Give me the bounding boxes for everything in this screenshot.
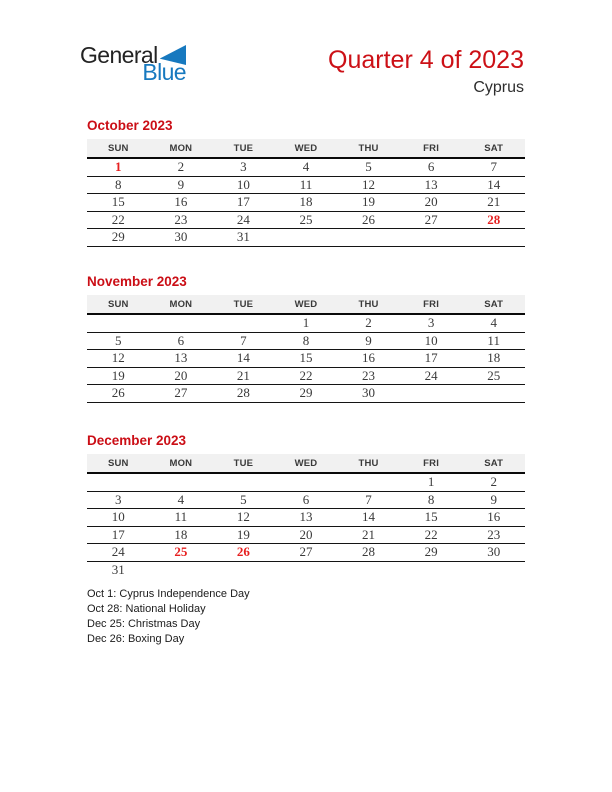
day-cell: 29 (275, 385, 338, 403)
day-cell: 30 (462, 544, 525, 562)
week-row (87, 561, 525, 578)
weekday-header-cell: THU (337, 295, 400, 314)
month-calendar-table (87, 454, 525, 578)
day-cell: 14 (337, 509, 400, 527)
weekday-header-cell: MON (150, 295, 213, 314)
month-title: November 2023 (87, 274, 187, 289)
day-cell: 15 (400, 509, 463, 527)
day-cell: 19 (212, 526, 275, 544)
day-cell: 19 (337, 194, 400, 212)
empty-day-cell (400, 229, 463, 247)
logo-word-general: General (80, 42, 158, 68)
week-row (87, 367, 525, 385)
empty-day-cell (87, 314, 150, 332)
weekday-header-cell: SUN (87, 139, 150, 158)
day-cell: 18 (275, 194, 338, 212)
day-cell: 20 (400, 194, 463, 212)
day-cell: 12 (212, 509, 275, 527)
day-cell: 26 (87, 385, 150, 403)
empty-day-cell (275, 229, 338, 247)
day-cell: 30 (150, 229, 213, 247)
week-row (87, 314, 525, 332)
weekday-header-cell: MON (150, 139, 213, 158)
holiday-notes (87, 587, 250, 647)
week-row (87, 211, 525, 229)
day-cell: 27 (400, 211, 463, 229)
day-cell: 14 (212, 350, 275, 368)
day-cell: 29 (87, 229, 150, 247)
day-cell: 16 (150, 194, 213, 212)
empty-day-cell (150, 473, 213, 491)
day-cell: 8 (400, 491, 463, 509)
day-cell: 21 (337, 526, 400, 544)
day-cell: 19 (87, 367, 150, 385)
weekday-header-cell: SUN (87, 454, 150, 473)
day-cell: 3 (212, 158, 275, 176)
day-cell: 4 (275, 158, 338, 176)
day-cell: 3 (87, 491, 150, 509)
holiday-note: Dec 26: Boxing Day (87, 633, 185, 645)
day-cell: 15 (275, 350, 338, 368)
day-cell: 21 (462, 194, 525, 212)
empty-day-cell (400, 385, 463, 403)
holiday-note: Oct 1: Cyprus Independence Day (87, 588, 250, 600)
day-cell: 20 (275, 526, 338, 544)
week-row (87, 350, 525, 368)
day-cell: 24 (87, 544, 150, 562)
day-cell: 7 (462, 158, 525, 176)
day-cell: 9 (150, 176, 213, 194)
weekday-header-row (87, 139, 525, 158)
day-cell: 18 (150, 526, 213, 544)
weekday-header-cell: FRI (400, 454, 463, 473)
day-cell: 25 (150, 544, 213, 562)
weekday-header-row (87, 454, 525, 473)
day-cell: 8 (275, 332, 338, 350)
day-cell: 4 (462, 314, 525, 332)
day-cell: 24 (212, 211, 275, 229)
weekday-header-cell: THU (337, 139, 400, 158)
general-blue-logo (80, 44, 186, 84)
weekday-header-cell: SAT (462, 139, 525, 158)
day-cell: 10 (400, 332, 463, 350)
empty-day-cell (212, 314, 275, 332)
weekday-header-cell: TUE (212, 295, 275, 314)
month-section-october (87, 118, 525, 247)
day-cell: 11 (150, 509, 213, 527)
day-cell: 6 (400, 158, 463, 176)
day-cell: 16 (462, 509, 525, 527)
day-cell: 15 (87, 194, 150, 212)
day-cell: 9 (462, 491, 525, 509)
day-cell: 31 (111, 561, 125, 577)
month-section-december (87, 433, 525, 578)
title-block (328, 47, 524, 97)
week-row (87, 176, 525, 194)
logo-word-blue: Blue (142, 59, 186, 85)
week-row (87, 194, 525, 212)
day-cell: 30 (337, 385, 400, 403)
week-row (87, 544, 525, 562)
day-cell: 7 (212, 332, 275, 350)
day-cell: 31 (212, 229, 275, 247)
day-cell: 27 (150, 385, 213, 403)
day-cell: 1 (400, 473, 463, 491)
weekday-header-cell: FRI (400, 139, 463, 158)
weekday-header-cell: WED (275, 139, 338, 158)
week-row (87, 473, 525, 491)
day-cell: 24 (400, 367, 463, 385)
day-cell: 13 (150, 350, 213, 368)
day-cell: 13 (275, 509, 338, 527)
empty-day-cell (462, 561, 525, 578)
empty-day-cell (337, 229, 400, 247)
empty-day-cell (462, 385, 525, 403)
weekday-header-cell: MON (150, 454, 213, 473)
day-cell: 12 (337, 176, 400, 194)
day-cell: 11 (462, 332, 525, 350)
weekday-header-cell: WED (275, 295, 338, 314)
day-cell: 22 (87, 211, 150, 229)
day-cell: 23 (462, 526, 525, 544)
day-cell: 1 (87, 158, 150, 176)
weekday-header-cell: TUE (212, 454, 275, 473)
day-cell: 23 (337, 367, 400, 385)
day-cell: 13 (400, 176, 463, 194)
empty-day-cell (87, 473, 150, 491)
day-cell: 26 (212, 544, 275, 562)
day-cell: 16 (337, 350, 400, 368)
week-row (87, 229, 525, 247)
day-cell: 28 (212, 385, 275, 403)
empty-day-cell (212, 561, 275, 578)
day-cell: 23 (150, 211, 213, 229)
day-cell: 10 (87, 509, 150, 527)
day-cell: 9 (337, 332, 400, 350)
month-calendar-table (87, 295, 525, 403)
weekday-header-cell: SAT (462, 295, 525, 314)
empty-day-cell (150, 561, 213, 578)
day-cell: 22 (275, 367, 338, 385)
day-cell: 17 (87, 526, 150, 544)
empty-day-cell (337, 473, 400, 491)
day-cell: 29 (400, 544, 463, 562)
day-cell: 11 (275, 176, 338, 194)
day-cell: 3 (400, 314, 463, 332)
page-title: Quarter 4 of 2023 (328, 46, 524, 74)
day-cell: 8 (87, 176, 150, 194)
day-cell: 25 (275, 211, 338, 229)
day-cell: 4 (150, 491, 213, 509)
day-cell: 2 (462, 473, 525, 491)
month-title: October 2023 (87, 118, 173, 133)
week-row (87, 491, 525, 509)
month-calendar-table (87, 139, 525, 247)
week-row (87, 509, 525, 527)
weekday-header-cell: WED (275, 454, 338, 473)
day-cell: 5 (212, 491, 275, 509)
empty-day-cell (462, 229, 525, 247)
holiday-note: Dec 25: Christmas Day (87, 618, 201, 630)
day-cell: 22 (400, 526, 463, 544)
week-row (87, 332, 525, 350)
empty-day-cell (275, 561, 338, 578)
day-cell: 6 (150, 332, 213, 350)
empty-day-cell (275, 473, 338, 491)
day-cell: 28 (462, 211, 525, 229)
day-cell: 2 (337, 314, 400, 332)
day-cell: 17 (212, 194, 275, 212)
day-cell: 28 (337, 544, 400, 562)
day-cell: 25 (462, 367, 525, 385)
day-cell: 10 (212, 176, 275, 194)
day-cell: 27 (275, 544, 338, 562)
week-row (87, 158, 525, 176)
day-cell: 2 (150, 158, 213, 176)
empty-day-cell (212, 473, 275, 491)
day-cell: 6 (275, 491, 338, 509)
day-cell: 7 (337, 491, 400, 509)
weekday-header-cell: FRI (400, 295, 463, 314)
day-cell: 18 (462, 350, 525, 368)
empty-day-cell (337, 561, 400, 578)
country-subtitle: Cyprus (473, 78, 524, 96)
day-cell: 5 (87, 332, 150, 350)
weekday-header-cell: TUE (212, 139, 275, 158)
day-cell: 20 (150, 367, 213, 385)
empty-day-cell (150, 314, 213, 332)
day-cell: 17 (400, 350, 463, 368)
week-row (87, 385, 525, 403)
month-title: December 2023 (87, 433, 187, 448)
day-cell: 14 (462, 176, 525, 194)
month-section-november (87, 274, 525, 403)
weekday-header-cell: SAT (462, 454, 525, 473)
day-cell: 12 (87, 350, 150, 368)
day-cell: 5 (337, 158, 400, 176)
day-cell: 1 (275, 314, 338, 332)
weekday-header-row (87, 295, 525, 314)
holiday-note: Oct 28: National Holiday (87, 603, 206, 615)
empty-day-cell (400, 561, 463, 578)
weekday-header-cell: SUN (87, 295, 150, 314)
day-cell: 21 (212, 367, 275, 385)
weekday-header-cell: THU (337, 454, 400, 473)
day-cell: 26 (337, 211, 400, 229)
week-row (87, 526, 525, 544)
